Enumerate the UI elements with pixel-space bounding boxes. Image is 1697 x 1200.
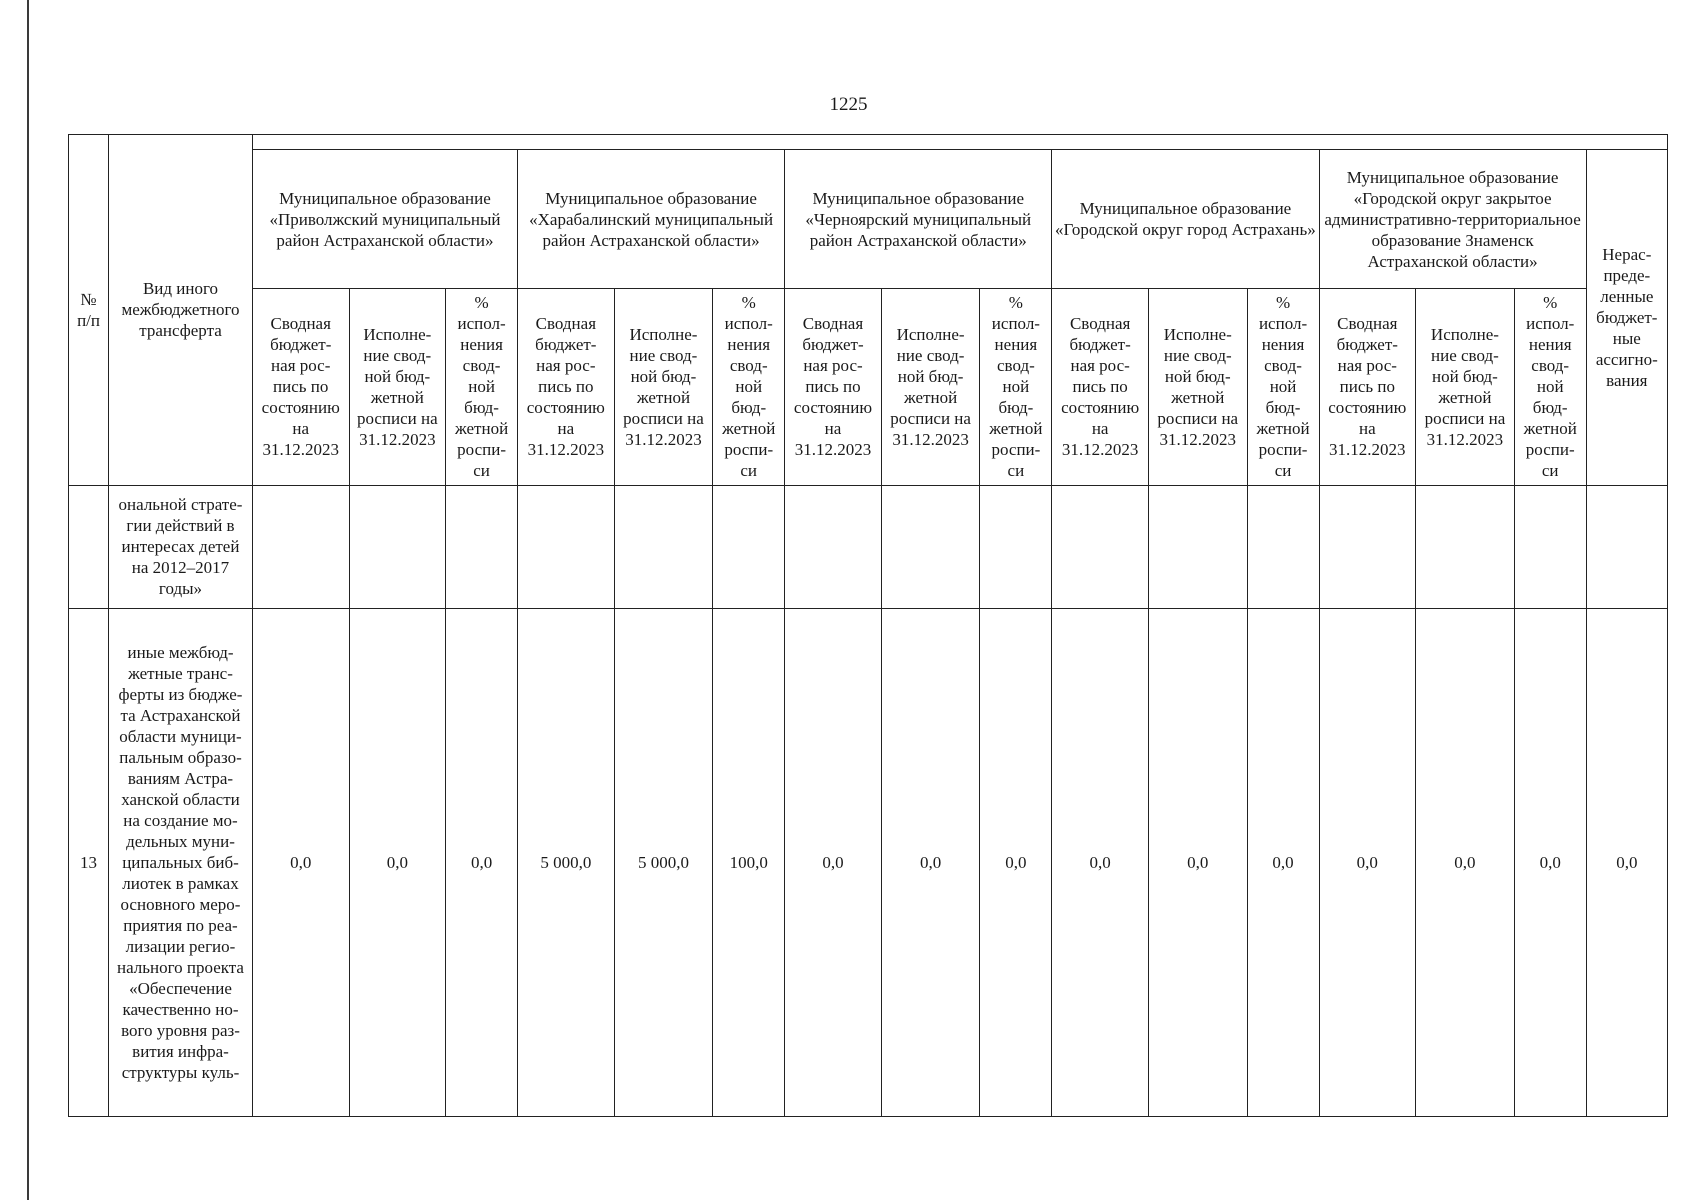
cell-value: [1319, 485, 1416, 608]
cell-value: [446, 485, 518, 608]
header-executed: Исполне- ние свод- ной бюд- жетной росписи на 31.12.2023: [881, 288, 980, 485]
header-planned: Сводная бюджет- ная рос- пись по состоянию на 31.12.2023: [1052, 288, 1149, 485]
header-percent: % испол- нения свод- ной бюд- жетной роспи- си: [713, 288, 785, 485]
header-mo-astrakhan: Муниципальное образование «Городской округ город Астрахань»: [1052, 150, 1319, 289]
header-mo-kharabalinsky: Муниципальное образование «Харабалинский муниципальный район Астраханской области»: [518, 150, 785, 289]
cell-value: [349, 485, 446, 608]
scan-edge-line: [27, 0, 29, 1200]
header-planned: Сводная бюджет- ная рос- пись по состоянию на 31.12.2023: [785, 288, 882, 485]
cell-value: 5 000,0: [614, 609, 713, 1117]
cell-value: [1247, 485, 1319, 608]
header-percent: % испол- нения свод- ной бюд- жетной роспи- си: [980, 288, 1052, 485]
cell-value: 0,0: [252, 609, 349, 1117]
header-unallocated: Нерас- преде- ленные бюджет- ные ассигно- вания: [1586, 150, 1667, 486]
cell-value: 0,0: [881, 609, 980, 1117]
row-num: [69, 485, 109, 608]
header-percent: % испол- нения свод- ной бюд- жетной роспи- си: [446, 288, 518, 485]
cell-value: [1514, 485, 1586, 608]
cell-value: 0,0: [980, 609, 1052, 1117]
cell-value: [252, 485, 349, 608]
cell-value: 0,0: [1319, 609, 1416, 1117]
table-row: [69, 485, 1668, 608]
header-executed: Исполне- ние свод- ной бюд- жетной росписи на 31.12.2023: [1148, 288, 1247, 485]
cell-value: [713, 485, 785, 608]
header-sub-row: [69, 288, 1668, 485]
row-num: 13: [69, 609, 109, 1117]
header-mo-privolzhsky: Муниципальное образование «Приволжский муниципальный район Астраханской области»: [252, 150, 517, 289]
transfer-table: [68, 134, 1668, 1117]
header-executed: Исполне- ние свод- ной бюд- жетной росписи на 31.12.2023: [614, 288, 713, 485]
cell-value: 0,0: [1148, 609, 1247, 1117]
cell-value: [614, 485, 713, 608]
header-transfer-type: Вид иного межбюджетного трансферта: [109, 135, 253, 486]
cell-value: [1148, 485, 1247, 608]
cell-value: [785, 485, 882, 608]
header-planned: Сводная бюджет- ная рос- пись по состоянию на 31.12.2023: [518, 288, 615, 485]
cell-value: [881, 485, 980, 608]
header-executed: Исполне- ние свод- ной бюд- жетной росписи на 31.12.2023: [1416, 288, 1515, 485]
row-transfer-type: иные межбюд- жетные транс- ферты из бюдже- та Астраханской области муници- пальным образо- ваниям Астра- ханской области на создание мо- дельных муни- ципальных биб- лиотек в рамках основного меро- приятия по реа- лизации регио- нального проекта «Обеспечение качественно но- вого уровня раз- вития инфра- структуры куль-: [109, 609, 253, 1117]
header-planned: Сводная бюджет- ная рос- пись по состоянию на 31.12.2023: [252, 288, 349, 485]
cell-value: [1586, 485, 1667, 608]
cell-value: 0,0: [1514, 609, 1586, 1117]
row-transfer-type: ональной страте- гии действий в интересах детей на 2012–2017 годы»: [109, 485, 253, 608]
header-municipality-row: [69, 150, 1668, 289]
cell-value: [518, 485, 615, 608]
cell-value: [1416, 485, 1515, 608]
header-num: № п/п: [69, 135, 109, 486]
header-planned: Сводная бюджет- ная рос- пись по состоянию на 31.12.2023: [1319, 288, 1416, 485]
cell-value: 0,0: [1052, 609, 1149, 1117]
cell-value: 0,0: [785, 609, 882, 1117]
cell-value: 5 000,0: [518, 609, 615, 1117]
header-band: [252, 135, 1667, 150]
cell-value: 0,0: [1416, 609, 1515, 1117]
header-band-row: [69, 135, 1668, 150]
header-executed: Исполне- ние свод- ной бюд- жетной росписи на 31.12.2023: [349, 288, 446, 485]
table-row: [69, 609, 1668, 1117]
cell-value: 0,0: [1586, 609, 1667, 1117]
cell-value: 100,0: [713, 609, 785, 1117]
header-mo-znamensk: Муниципальное образование «Городской округ закрытое административно-территориальное образование Знаменск Астраханской области»: [1319, 150, 1586, 289]
cell-value: 0,0: [1247, 609, 1319, 1117]
cell-value: [980, 485, 1052, 608]
header-percent: % испол- нения свод- ной бюд- жетной роспи- си: [1514, 288, 1586, 485]
cell-value: [1052, 485, 1149, 608]
cell-value: 0,0: [349, 609, 446, 1117]
page-number: 1225: [829, 94, 868, 115]
cell-value: 0,0: [446, 609, 518, 1117]
header-mo-chernoyarsky: Муниципальное образование «Черноярский муниципальный район Астраханской области»: [785, 150, 1052, 289]
header-percent: % испол- нения свод- ной бюд- жетной роспи- си: [1247, 288, 1319, 485]
